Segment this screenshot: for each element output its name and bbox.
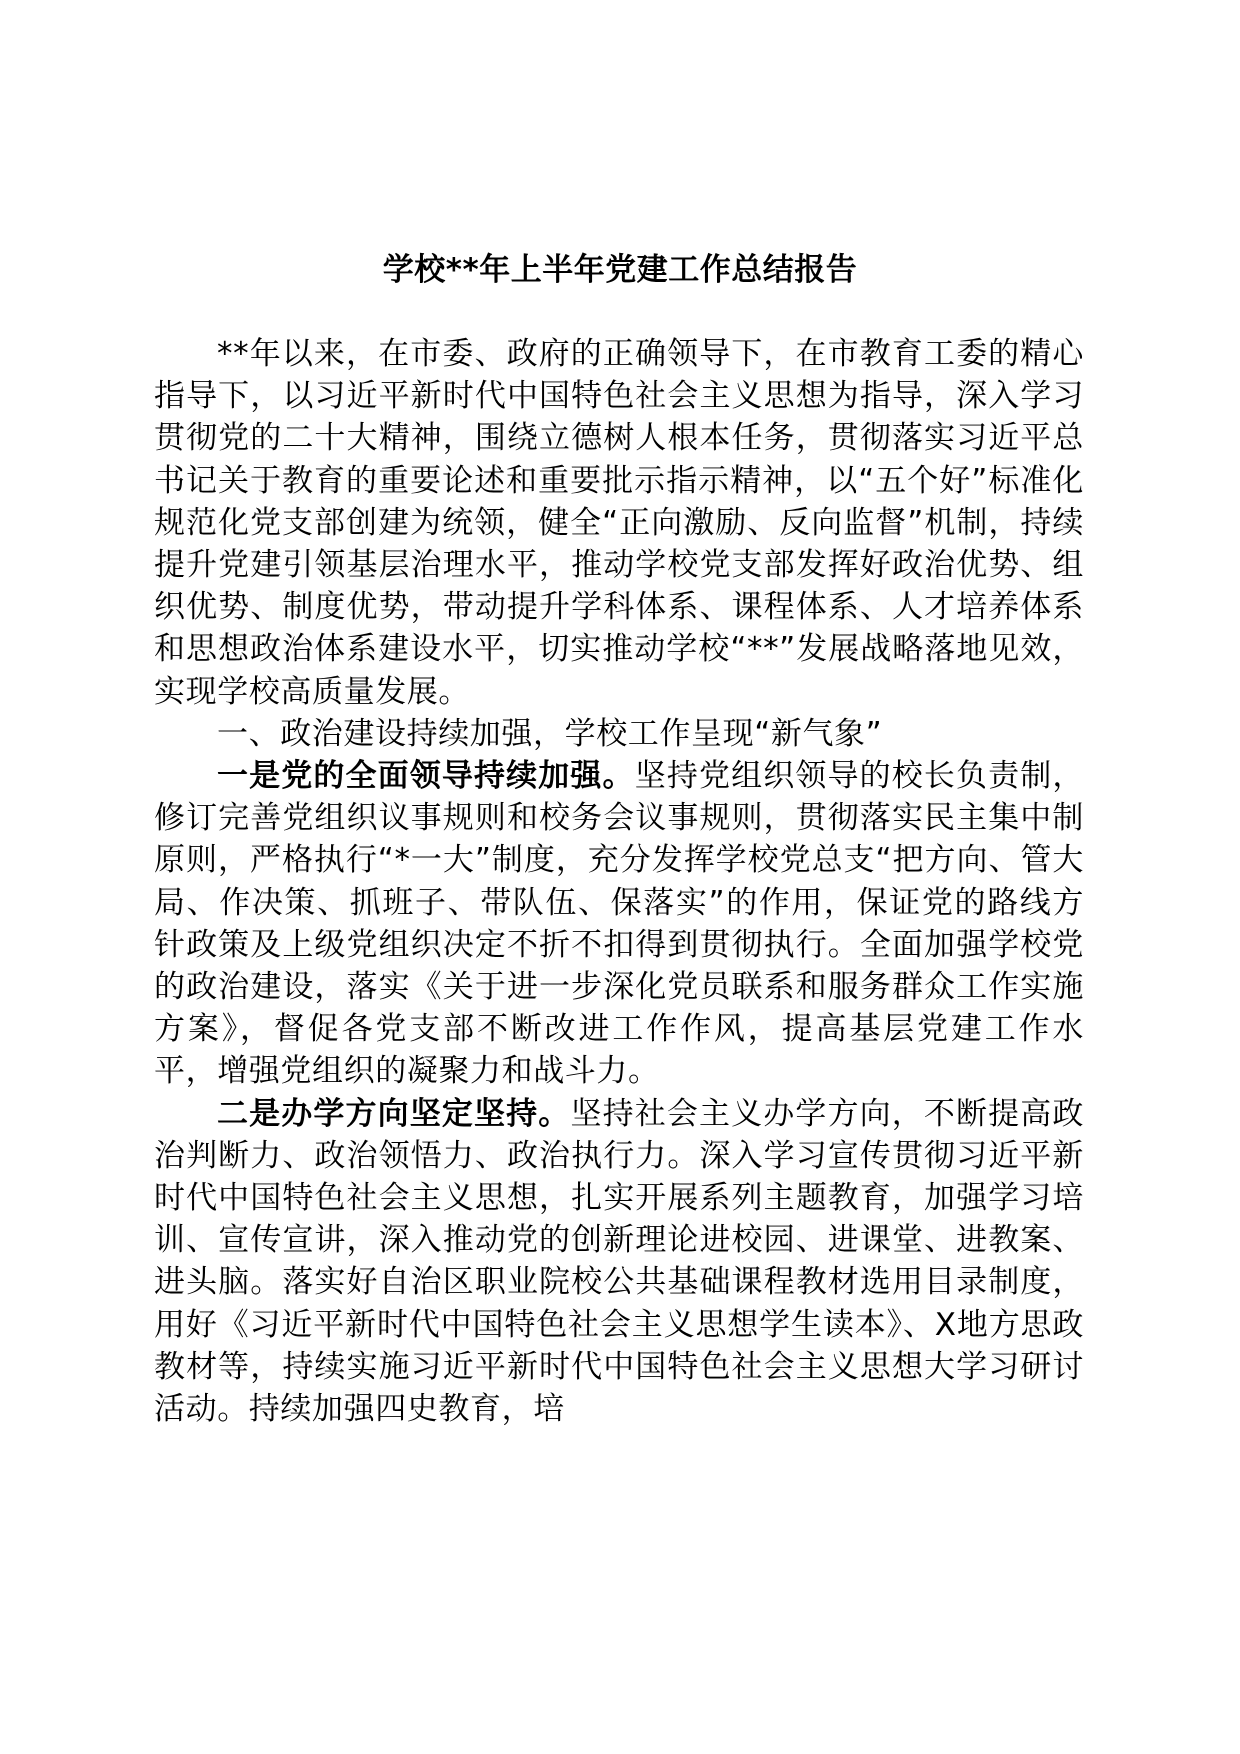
item-paragraph-2 bbox=[154, 1093, 1084, 1431]
document-title: 学校**年上半年党建工作总结报告 bbox=[382, 252, 858, 288]
item-2-lead: 二是办学方向坚定坚持。 bbox=[217, 1095, 571, 1132]
intro-paragraph: **年以来，在市委、政府的正确领导下，在市教育工委的精心指导下，以习近平新时代中国特色社会主义思想为指导，深入学习贯彻党的二十大精神，围绕立德树人根本任务，贯彻落实习近平总书记关于教育的重要论述和重要批示指示精神，以“五个好”标准化规范化党支部创建为统领，健全“正向激励、反向监督”机制，持续提升党建引领基层治理水平，推动学校党支部发挥好政治优势、组织优势、制度优势，带动提升学科体系、课程体系、人才培养体系和思想政治体系建设水平，切实推动学校“**”发展战略落地见效，实现学校高质量发展。 bbox=[154, 336, 1084, 710]
section-heading-1: 一、政治建设持续加强，学校工作呈现“新气象” bbox=[217, 715, 883, 752]
document-body bbox=[154, 333, 1084, 1430]
item-1-lead: 一是党的全面领导持续加强。 bbox=[217, 758, 635, 795]
item-1-text: 坚持党组织领导的校长负责制，修订完善党组织议事规则和校务会议事规则，贯彻落实民主集中制原则，严格执行“*一大”制度，充分发挥学校党总支“把方向、管大局、作决策、抓班子、带队伍、保落实”的作用，保证党的路线方针政策及上级党组织决定不折不扣得到贯彻执行。全面加强学校党的政治建设，落实《关于进一步深化党员联系和服务群众工作实施方案》，督促各党支部不断改进工作作风，提高基层党建工作水平，增强党组织的凝聚力和战斗力。 bbox=[154, 758, 1084, 1090]
item-paragraph-1 bbox=[154, 755, 1084, 1093]
item-2-text: 坚持社会主义办学方向，不断提高政治判断力、政治领悟力、政治执行力。深入学习宣传贯彻习近平新时代中国特色社会主义思想，扎实开展系列主题教育，加强学习培训、宣传宣讲，深入推动党的创新理论进校园、进课堂、进教案、进头脑。落实好自治区职业院校公共基础课程教材选用目录制度，用好《习近平新时代中国特色社会主义思想学生读本》、X地方思政教材等，持续实施习近平新时代中国特色社会主义思想大学习研讨活动。持续加强四史教育，培 bbox=[154, 1095, 1084, 1428]
